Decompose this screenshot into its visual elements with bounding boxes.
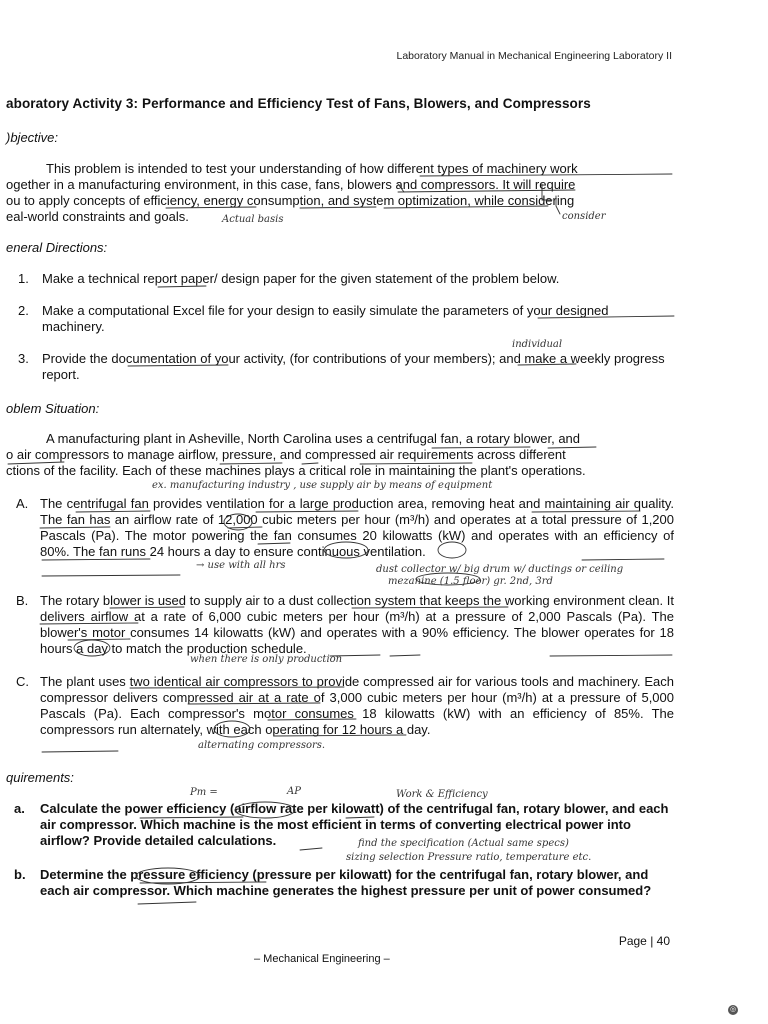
handwritten-actual-basis: Actual basis (222, 214, 284, 225)
problem-intro (6, 431, 674, 479)
objective-line: This problem is intended to test your understanding of how different types of machinery work (46, 161, 578, 176)
objective-line: ou to apply concepts of efficiency, energy consumption, and system optimization, while considering (6, 193, 575, 208)
problem-intro-line: o air compressors to manage airflow, pressure, and compressed air requirements across different (6, 447, 566, 462)
handwritten-find-spec: find the specification (Actual same specs) (358, 838, 569, 849)
handwritten-alternating: alternating compressors. (198, 740, 326, 751)
handwritten-individual: individual (512, 339, 563, 350)
handwritten-sizing: sizing selection Pressure ratio, temperature etc. (346, 852, 592, 863)
footer-department: – Mechanical Engineering – (254, 953, 390, 965)
handwritten-work: Work & Efficiency (396, 789, 488, 800)
requirements-heading: quirements: (6, 770, 74, 785)
objective-line: eal-world constraints and goals. (6, 209, 189, 224)
page-number: Page | 40 (618, 934, 670, 948)
direction-item: 1. Make a technical report paper/ design paper for the given statement of the problem below. (18, 271, 560, 286)
problem-intro-line: ctions of the facility. Each of these machines plays a critical role in maintaining the plant's operations. (6, 463, 586, 478)
problem-item-b: B. The rotary blower is used to supply air to a dust collection system that keeps the working environment clean. It delivers airflow at a rate of 6,000 cubic meters per hour (m³/h) at a pressure of 2,000 Pascals (Pa). The blower's motor consumes 14 kilowatts (kW) and operates with a 90% efficiency. The blower operates for 18 hours a day to match the production schedule. (16, 593, 674, 656)
handwritten-when-note: when there is only production (190, 654, 343, 665)
handwritten-consider: consider (562, 211, 606, 222)
activity-title: aboratory Activity 3: Performance and Efficiency Test of Fans, Blowers, and Compressors (6, 96, 591, 111)
problem-heading: oblem Situation: (6, 401, 100, 416)
requirement-a: a. Calculate the power efficiency (airflow rate per kilowatt) of the centrifugal fan, rotary blower, and each air compressor. Which machine is the most efficient in terms of converting electrical power into airflow? Provide detailed calculations. (14, 801, 669, 848)
problem-intro-line: A manufacturing plant in Asheville, North Carolina uses a centrifugal fan, a rotary blower, and (46, 431, 581, 446)
scanner-badge-icon: ◎ (729, 1006, 737, 1013)
problem-item-a: A. The centrifugal fan provides ventilation for a large production area, removing heat and maintaining air quality. The fan has an airflow rate of 12,000 cubic meters per hour (m³/h) and operates at a total pressure of 1,200 Pascals (Pa). The motor powering the fan consumes 20 kilowatts (kW) and operates with an efficiency of 80%. The fan runs 24 hours a day to ensure continuous ventilation. (16, 496, 674, 559)
directions-heading: eneral Directions: (6, 240, 108, 255)
objective-line: ogether in a manufacturing environment, in this case, fans, blowers and compressors. It will require (6, 177, 576, 192)
problem-item-c: C. The plant uses two identical air compressors to provide compressed air for various tools and machinery. Each compressor delivers compressed air at a rate of 3,000 cubic meters per hour (m³/h) at a pressure of 5,000 Pascals (Pa). Each compressor's motor consumes 18 kilowatts (kW) with an efficiency of 85%. The compressors run alternately, with each operating for 12 hours a day. (16, 674, 674, 737)
handwritten-ap: AP (287, 786, 301, 797)
objective-heading: )bjective: (6, 130, 59, 145)
running-header: Laboratory Manual in Mechanical Engineering Laboratory II (396, 50, 672, 62)
handwritten-mezanine-note: mezanine (1.5 floor) gr. 2nd, 3rd (388, 576, 553, 587)
handwritten-ex-note: ex. manufacturing industry , use supply air by means of equipment (152, 480, 493, 491)
handwritten-dust-note: dust collector w/ big drum w/ ductings or ceiling (376, 564, 624, 575)
direction-item: 3. Provide the documentation of your activity, (for contributions of your members); and make a weekly progress report. (18, 351, 665, 382)
requirement-b: b. Determine the pressure efficiency (pressure per kilowatt) for the centrifugal fan, rotary blower, and each air compressor. Which machine generates the highest pressure per unit of power consumed? (14, 867, 652, 898)
handwritten-use-all-hrs: → use with all hrs (196, 560, 286, 571)
direction-item: 2. Make a computational Excel file for your design to easily simulate the parameters of your designed machinery. (18, 303, 609, 334)
handwritten-pm: Pm = (190, 787, 218, 798)
